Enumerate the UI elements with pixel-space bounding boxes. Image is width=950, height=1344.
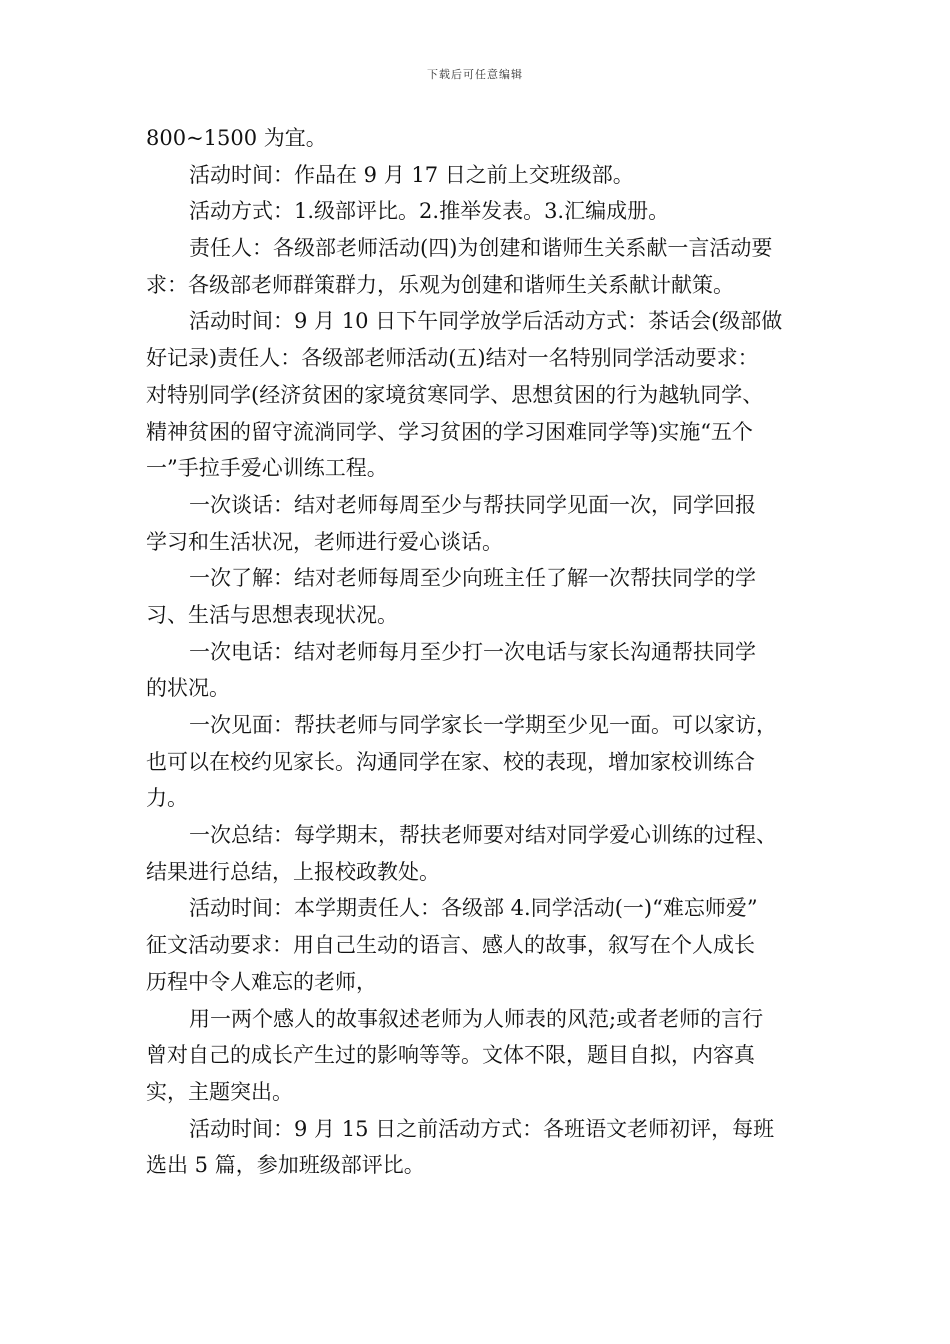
text-line: 活动时间：9 月 10 日下午同学放学后活动方式：茶话会(级部做 xyxy=(189,309,783,334)
text-line: 活动时间：9 月 15 日之前活动方式：各班语文老师初评，每班 xyxy=(189,1116,775,1141)
text-line: 一次电话：结对老师每月至少打一次电话与家长沟通帮扶同学 xyxy=(189,639,756,664)
text-line: 一次见面：帮扶老师与同学家长一学期至少见一面。可以家访， xyxy=(189,713,777,737)
text-line: 历程中令人难忘的老师， xyxy=(146,969,377,994)
text-line: 活动时间：本学期责任人：各级部 4.同学活动(一)“难忘师爱” xyxy=(189,896,758,921)
text-line: 精神贫困的留守流淌同学、学习贫困的学习困难同学等)实施“五个 xyxy=(146,419,753,444)
text-line: 活动时间：作品在 9 月 17 日之前上交班级部。 xyxy=(189,162,634,187)
text-line: 也可以在校约见家长。沟通同学在家、校的表现，增加家校训练合 xyxy=(146,749,755,774)
text-line: 800~1500 为宜。 xyxy=(146,126,327,150)
text-line: 一次了解：结对老师每周至少向班主任了解一次帮扶同学的学 xyxy=(189,566,756,591)
document-body xyxy=(146,120,814,1184)
text-line: 力。 xyxy=(146,786,188,811)
text-line: 的状况。 xyxy=(146,676,230,701)
text-line: 对特别同学(经济贫困的家境贫寒同学、思想贫困的行为越轨同学、 xyxy=(146,382,764,407)
text-line: 选出 5 篇，参加班级部评比。 xyxy=(146,1153,425,1178)
text-line: 责任人：各级部老师活动(四)为创建和谐师生关系献一言活动要 xyxy=(189,236,773,261)
text-line: 习、生活与思想表现状况。 xyxy=(146,602,398,627)
text-line: 实，主题突出。 xyxy=(146,1079,293,1104)
text-line: 征文活动要求：用自己生动的语言、感人的故事，叙写在个人成长 xyxy=(146,933,755,958)
text-line: 求：各级部老师群策群力，乐观为创建和谐师生关系献计献策。 xyxy=(146,272,734,297)
text-line: 用一两个感人的故事叙述老师为人师表的风范;或者老师的言行 xyxy=(189,1006,764,1031)
text-line: 一次总结：每学期末，帮扶老师要对结对同学爱心训练的过程、 xyxy=(189,823,777,848)
text-line: 好记录)责任人：各级部老师活动(五)结对一名特别同学活动要求： xyxy=(146,346,759,371)
page-header: 下载后可任意编辑 xyxy=(427,68,523,81)
text-line: 活动方式：1.级部评比。2.推举发表。3.汇编成册。 xyxy=(189,199,670,224)
text-line: 一次谈话：结对老师每周至少与帮扶同学见面一次，同学回报 xyxy=(189,492,756,517)
text-line: 结果进行总结，上报校政教处。 xyxy=(146,859,440,884)
text-line: 一”手拉手爱心训练工程。 xyxy=(146,456,388,481)
text-line: 学习和生活状况，老师进行爱心谈话。 xyxy=(146,529,503,554)
text-line: 曾对自己的成长产生过的影响等等。文体不限，题目自拟，内容真 xyxy=(146,1043,755,1068)
